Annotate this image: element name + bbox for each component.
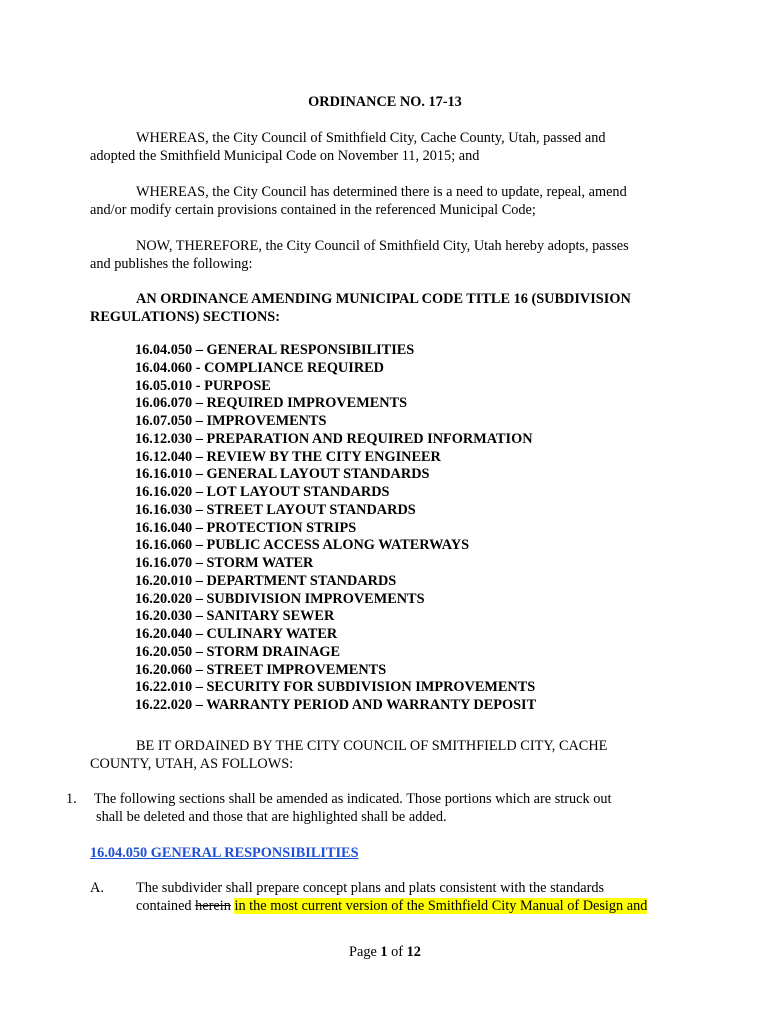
section-item: 16.20.060 – STREET IMPROVEMENTS [135, 661, 387, 678]
section-heading-link[interactable]: 16.04.050 GENERAL RESPONSIBILITIES [90, 845, 359, 861]
whereas1-line2: adopted the Smithfield Municipal Code on November 11, 2015; and [90, 148, 480, 164]
footer-page-total: 12 [406, 944, 421, 960]
section-item: 16.20.040 – CULINARY WATER [135, 626, 338, 642]
section-item: 16.16.030 – STREET LAYOUT STANDARDS [135, 501, 416, 518]
section-item: 16.20.050 – STORM DRAINAGE [135, 643, 341, 660]
section-item: 16.20.030 – SANITARY SEWER [135, 608, 335, 625]
ordinance-heading-line1: AN ORDINANCE AMENDING MUNICIPAL CODE TITLE 16 (SUBDIVISION [136, 291, 631, 307]
footer-page-number: 1 [380, 944, 388, 960]
item-a-line2 [136, 897, 647, 915]
item1-number: 1. [66, 791, 77, 807]
section-item: 16.16.010 – GENERAL LAYOUT STANDARDS [135, 466, 430, 483]
whereas1-line1: WHEREAS, the City Council of Smithfield City, Cache County, Utah, passed and [136, 130, 606, 146]
section-item: 16.12.030 – PREPARATION AND REQUIRED INFORMATION [135, 430, 533, 447]
be-it-ordained-line1: BE IT ORDAINED BY THE CITY COUNCIL OF SMITHFIELD CITY, CACHE [136, 738, 608, 754]
section-item: 16.06.070 – REQUIRED IMPROVEMENTS [135, 395, 408, 412]
section-item: 16.16.020 – LOT LAYOUT STANDARDS [135, 484, 390, 500]
section-item: 16.04.050 – GENERAL RESPONSIBILITIES [135, 342, 415, 358]
struck-text: herein [195, 898, 231, 914]
item1-line1: The following sections shall be amended as indicated. Those portions which are struck out [94, 791, 612, 807]
section-item: 16.16.060 – PUBLIC ACCESS ALONG WATERWAYS [135, 537, 470, 554]
section-item: 16.05.010 - PURPOSE [135, 377, 271, 394]
section-item: 16.12.040 – REVIEW BY THE CITY ENGINEER [135, 448, 441, 465]
item-a-line1: The subdivider shall prepare concept plans and plats consistent with the standards [136, 880, 605, 896]
item1-line2: shall be deleted and those that are highlighted shall be added. [96, 809, 447, 825]
section-item: 16.04.060 - COMPLIANCE REQUIRED [135, 359, 385, 376]
be-it-ordained-line2: COUNTY, UTAH, AS FOLLOWS: [90, 756, 294, 772]
highlighted-added-text: in the most current version of the Smithfield City Manual of Design and [234, 898, 648, 914]
section-item: 16.22.010 – SECURITY FOR SUBDIVISION IMPROVEMENTS [135, 679, 536, 696]
section-item: 16.20.010 – DEPARTMENT STANDARDS [135, 572, 397, 589]
page-footer [0, 943, 770, 961]
now-therefore-line1: NOW, THEREFORE, the City Council of Smithfield City, Utah hereby adopts, passes [136, 238, 629, 254]
section-item: 16.07.050 – IMPROVEMENTS [135, 413, 327, 429]
ordinance-title: ORDINANCE NO. 17-13 [308, 94, 462, 110]
now-therefore-line2: and publishes the following: [90, 256, 253, 272]
footer-of: of [387, 944, 407, 960]
item-a-label: A. [90, 880, 104, 896]
whereas2-line2: and/or modify certain provisions contained in the referenced Municipal Code; [90, 202, 536, 218]
item-a-prefix: contained [136, 898, 196, 914]
ordinance-heading-line2: REGULATIONS) SECTIONS: [90, 309, 281, 325]
section-list [135, 342, 536, 715]
section-item: 16.16.040 – PROTECTION STRIPS [135, 519, 357, 536]
section-item: 16.20.020 – SUBDIVISION IMPROVEMENTS [135, 590, 425, 607]
whereas2-line1: WHEREAS, the City Council has determined there is a need to update, repeal, amend [136, 184, 627, 200]
section-item: 16.16.070 – STORM WATER [135, 555, 314, 571]
section-item: 16.22.020 – WARRANTY PERIOD AND WARRANTY DEPOSIT [135, 697, 537, 713]
footer-prefix: Page [349, 944, 381, 960]
